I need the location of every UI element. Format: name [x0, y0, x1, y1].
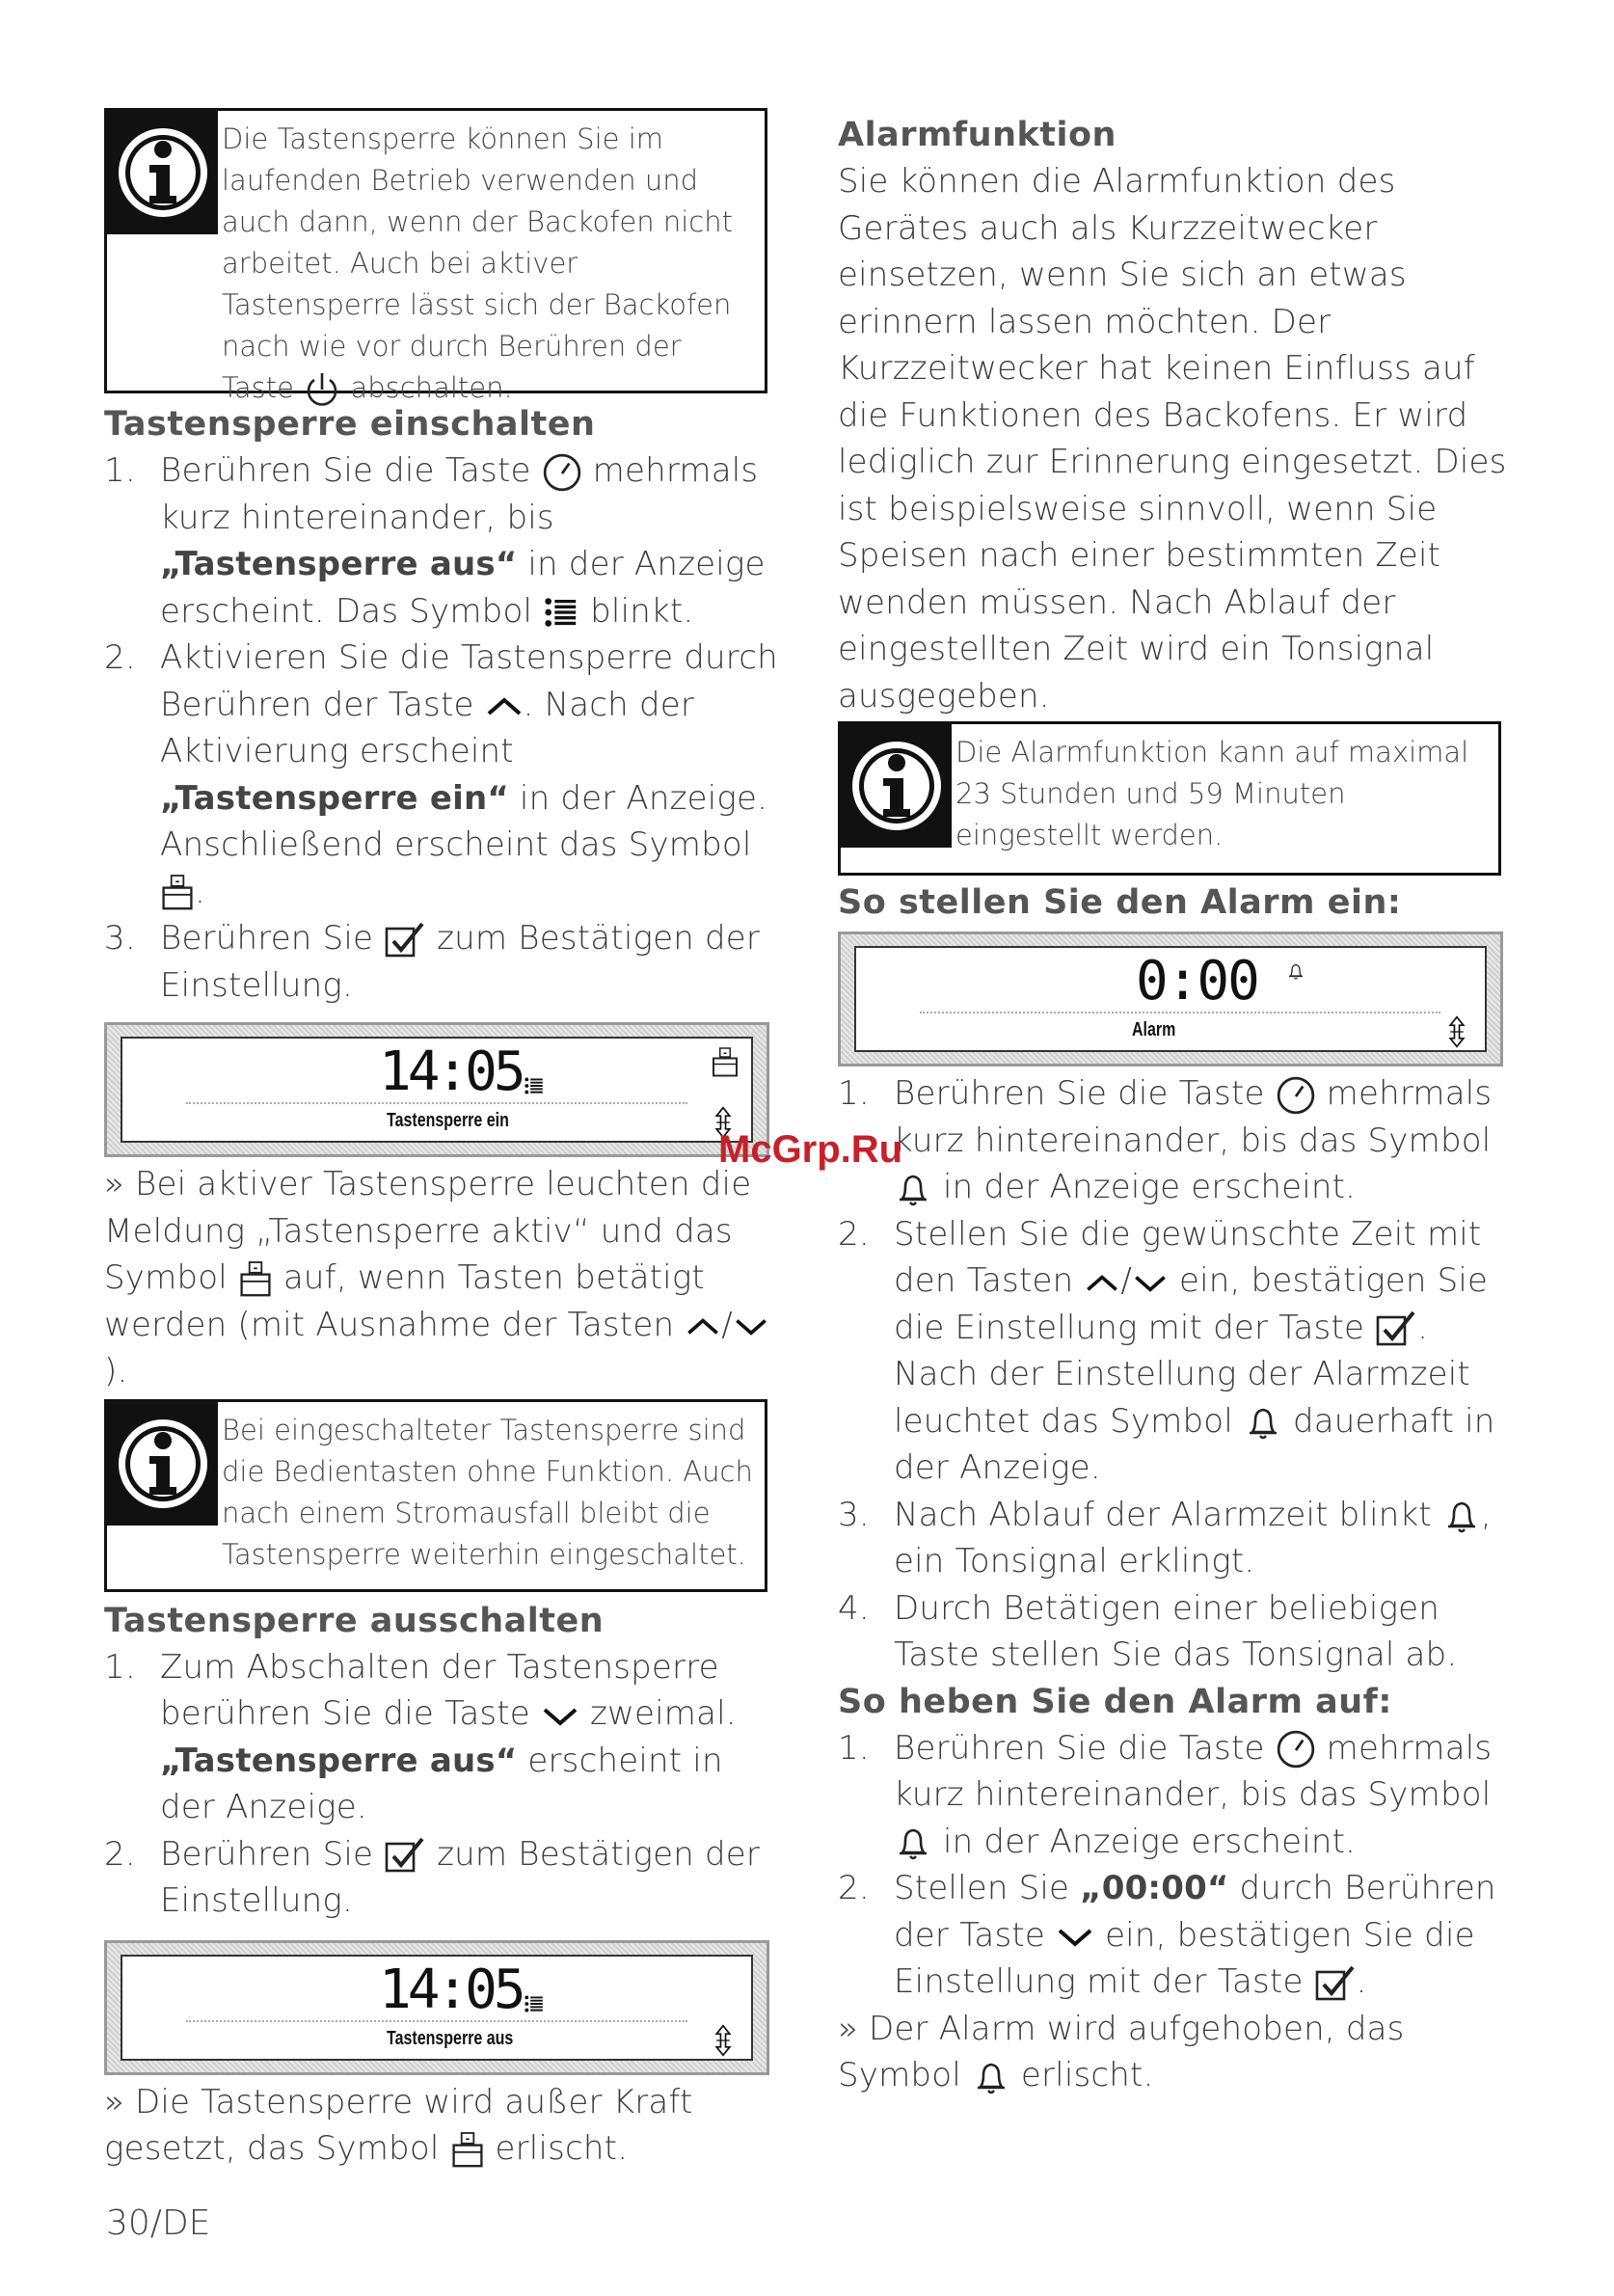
- steps-set-alarm: [838, 1070, 1513, 1679]
- alarm-intro: Sie können die Alarmfunktion des Gerätes auch als Kurzzeitwecker einsetzen, wenn Sie sich an etwas erinnern lassen möchten. Der Kurzzeitwecker hat keinen Einfluss auf die Funktionen des Backofens. Er wird lediglich zur Erinnerung eingesetzt. Dies ist beispielsweise sinnvoll, wenn Sie Speisen nach einer bestimmten Zeit wenden müssen. Nach Ablauf der eingestellten Zeit wird ein Tonsignal ausgegeben.: [838, 162, 1507, 716]
- bell-icon: [894, 1823, 932, 1862]
- up-down-icon: [713, 2024, 734, 2057]
- power-icon: [303, 370, 341, 409]
- info-text: Die Alarmfunktion kann auf maximal 23 Stunden und 59 Minuten eingestellt werden.: [955, 736, 1469, 851]
- heading-set-alarm: So stellen Sie den Alarm ein:: [838, 883, 1402, 922]
- chevron-down-icon: [541, 1704, 579, 1727]
- chevron-up-icon: [685, 1315, 721, 1337]
- chevron-up-icon: [485, 694, 524, 717]
- left-column: [104, 108, 779, 2173]
- watermark: McGrp.Ru: [718, 1128, 903, 1171]
- note-keylock-active: » Bei aktiver Tastensperre leuchten die Meldung „Tastensperre aktiv“ und das Symbol auf, wenn Tasten betätigt werden (mit Ausnahme der Tasten /).: [104, 1161, 779, 1395]
- display-time: 14:05: [379, 1958, 523, 2021]
- bell-icon: [1442, 1497, 1481, 1535]
- info-box-keylock-power: [104, 1399, 767, 1592]
- page-number: 30/DE: [106, 2203, 211, 2243]
- display-alarm: [838, 932, 1503, 1067]
- menu-list-icon: [543, 594, 579, 631]
- display-label: Tastensperre aus: [387, 2027, 514, 2049]
- confirm-check-icon: [1314, 1964, 1357, 2003]
- heading-alarm-function: Alarmfunktion: [838, 116, 1116, 154]
- bell-icon: [1286, 961, 1305, 981]
- list-item: 1. Zum Abschalten der Tastensperre berühren Sie die Taste zweimal. „Tastensperre aus“ erscheint in der Anzeige.: [104, 1647, 737, 1826]
- info-icon: [107, 1402, 218, 1526]
- display-label: Alarm: [1132, 1019, 1176, 1040]
- info-box-keylock-usage: [104, 108, 767, 404]
- list-item: 1. Berühren Sie die Taste mehrmals kurz hintereinander, bis „Tastensperre aus“ in der Anzeige erscheint. Das Symbol blinkt.: [104, 451, 766, 631]
- right-column: [838, 112, 1513, 2099]
- keylock-icon: [160, 873, 195, 913]
- info-box-alarm-max: [838, 721, 1501, 876]
- note-keylock-disabled: » Die Tastensperre wird außer Kraft gesetzt, das Symbol erlischt.: [104, 2079, 779, 2173]
- list-item: 3. Nach Ablauf der Alarmzeit blinkt , ein Tonsignal erklingt.: [838, 1495, 1492, 1580]
- info-icon: [841, 724, 952, 848]
- info-text: Die Tastensperre können Sie im laufenden Betrieb verwenden und auch dann, wenn der Backofen nicht arbeitet. Auch bei aktiver Tastensperre lässt sich der Backofen nach wie vor durch Berühren der Taste: [222, 122, 733, 404]
- keylock-icon: [238, 1259, 273, 1300]
- clock-icon: [542, 452, 582, 493]
- display-time: 14:05: [379, 1040, 523, 1103]
- heading-cancel-alarm: So heben Sie den Alarm auf:: [838, 1682, 1392, 1721]
- list-item: 2. Berühren Sie zum Bestätigen der Einstellung.: [104, 1834, 761, 1920]
- bell-icon: [1244, 1403, 1282, 1442]
- info-text: Bei eingeschalteter Tastensperre sind die Bedientasten ohne Funktion. Auch nach einem Stromausfall bleibt die Tastensperre weiterhin eingeschaltet.: [222, 1413, 753, 1571]
- bell-icon: [972, 2058, 1010, 2096]
- display-keylock-off: [104, 1940, 769, 2075]
- display-time: 0:00: [1136, 950, 1258, 1013]
- chevron-down-icon: [1132, 1272, 1169, 1293]
- display-label: Tastensperre ein: [387, 1110, 509, 1131]
- chevron-down-icon: [1056, 1925, 1094, 1948]
- list-item: 1. Berühren Sie die Taste mehrmals kurz hintereinander, bis das Symbol in der Anzeige erscheint.: [838, 1728, 1493, 1861]
- bell-icon: [894, 1170, 932, 1208]
- menu-list-icon: [524, 1993, 545, 2014]
- keylock-icon: [711, 1046, 740, 1079]
- list-item: 3. Berühren Sie zum Bestätigen der Einstellung.: [104, 919, 761, 1005]
- heading-keylock-off: Tastensperre ausschalten: [104, 1601, 605, 1640]
- confirm-check-icon: [384, 1836, 426, 1875]
- keylock-icon: [450, 2130, 485, 2171]
- info-text-end: abschalten.: [350, 371, 513, 404]
- up-down-icon: [1446, 1015, 1467, 1048]
- chevron-down-icon: [733, 1315, 769, 1337]
- list-item: 4. Durch Betätigen einer beliebigen Taste stellen Sie das Tonsignal ab.: [838, 1588, 1458, 1674]
- list-item: 2. Stellen Sie „00:00“ durch Berühren der Taste ein, bestätigen Sie die Einstellung mit der Taste .: [838, 1869, 1496, 2001]
- list-item: 2. Aktivieren Sie die Tastensperre durch Berühren der Taste . Nach der Aktivierung erscheint „Tastensperre ein“ in der Anzeige. Anschließend erscheint das Symbol .: [104, 635, 779, 915]
- note-alarm-cancelled: » Der Alarm wird aufgehoben, das Symbol erlischt.: [838, 2009, 1405, 2094]
- steps-cancel-alarm: [838, 1725, 1513, 2006]
- info-icon: [107, 111, 218, 234]
- list-item: 1. Berühren Sie die Taste mehrmals kurz hintereinander, bis das Symbol in der Anzeige erscheint.: [838, 1074, 1493, 1206]
- chevron-up-icon: [1084, 1272, 1120, 1293]
- list-item: 2. Stellen Sie die gewünschte Zeit mit den Tasten / ein, bestätigen Sie die Einstellung mit der Taste . Nach der Einstellung der Alarmzeit leuchtet das Symbol dauerhaft in der Anzeige.: [838, 1214, 1495, 1487]
- clock-icon: [1276, 1075, 1316, 1116]
- confirm-check-icon: [384, 921, 426, 959]
- menu-list-icon: [524, 1075, 545, 1096]
- display-keylock-on: [104, 1022, 769, 1157]
- heading-keylock-on: Tastensperre einschalten: [104, 405, 596, 444]
- steps-keylock-on: [104, 447, 779, 1009]
- confirm-check-icon: [1375, 1310, 1417, 1348]
- clock-icon: [1276, 1729, 1316, 1769]
- steps-keylock-off: [104, 1644, 779, 1925]
